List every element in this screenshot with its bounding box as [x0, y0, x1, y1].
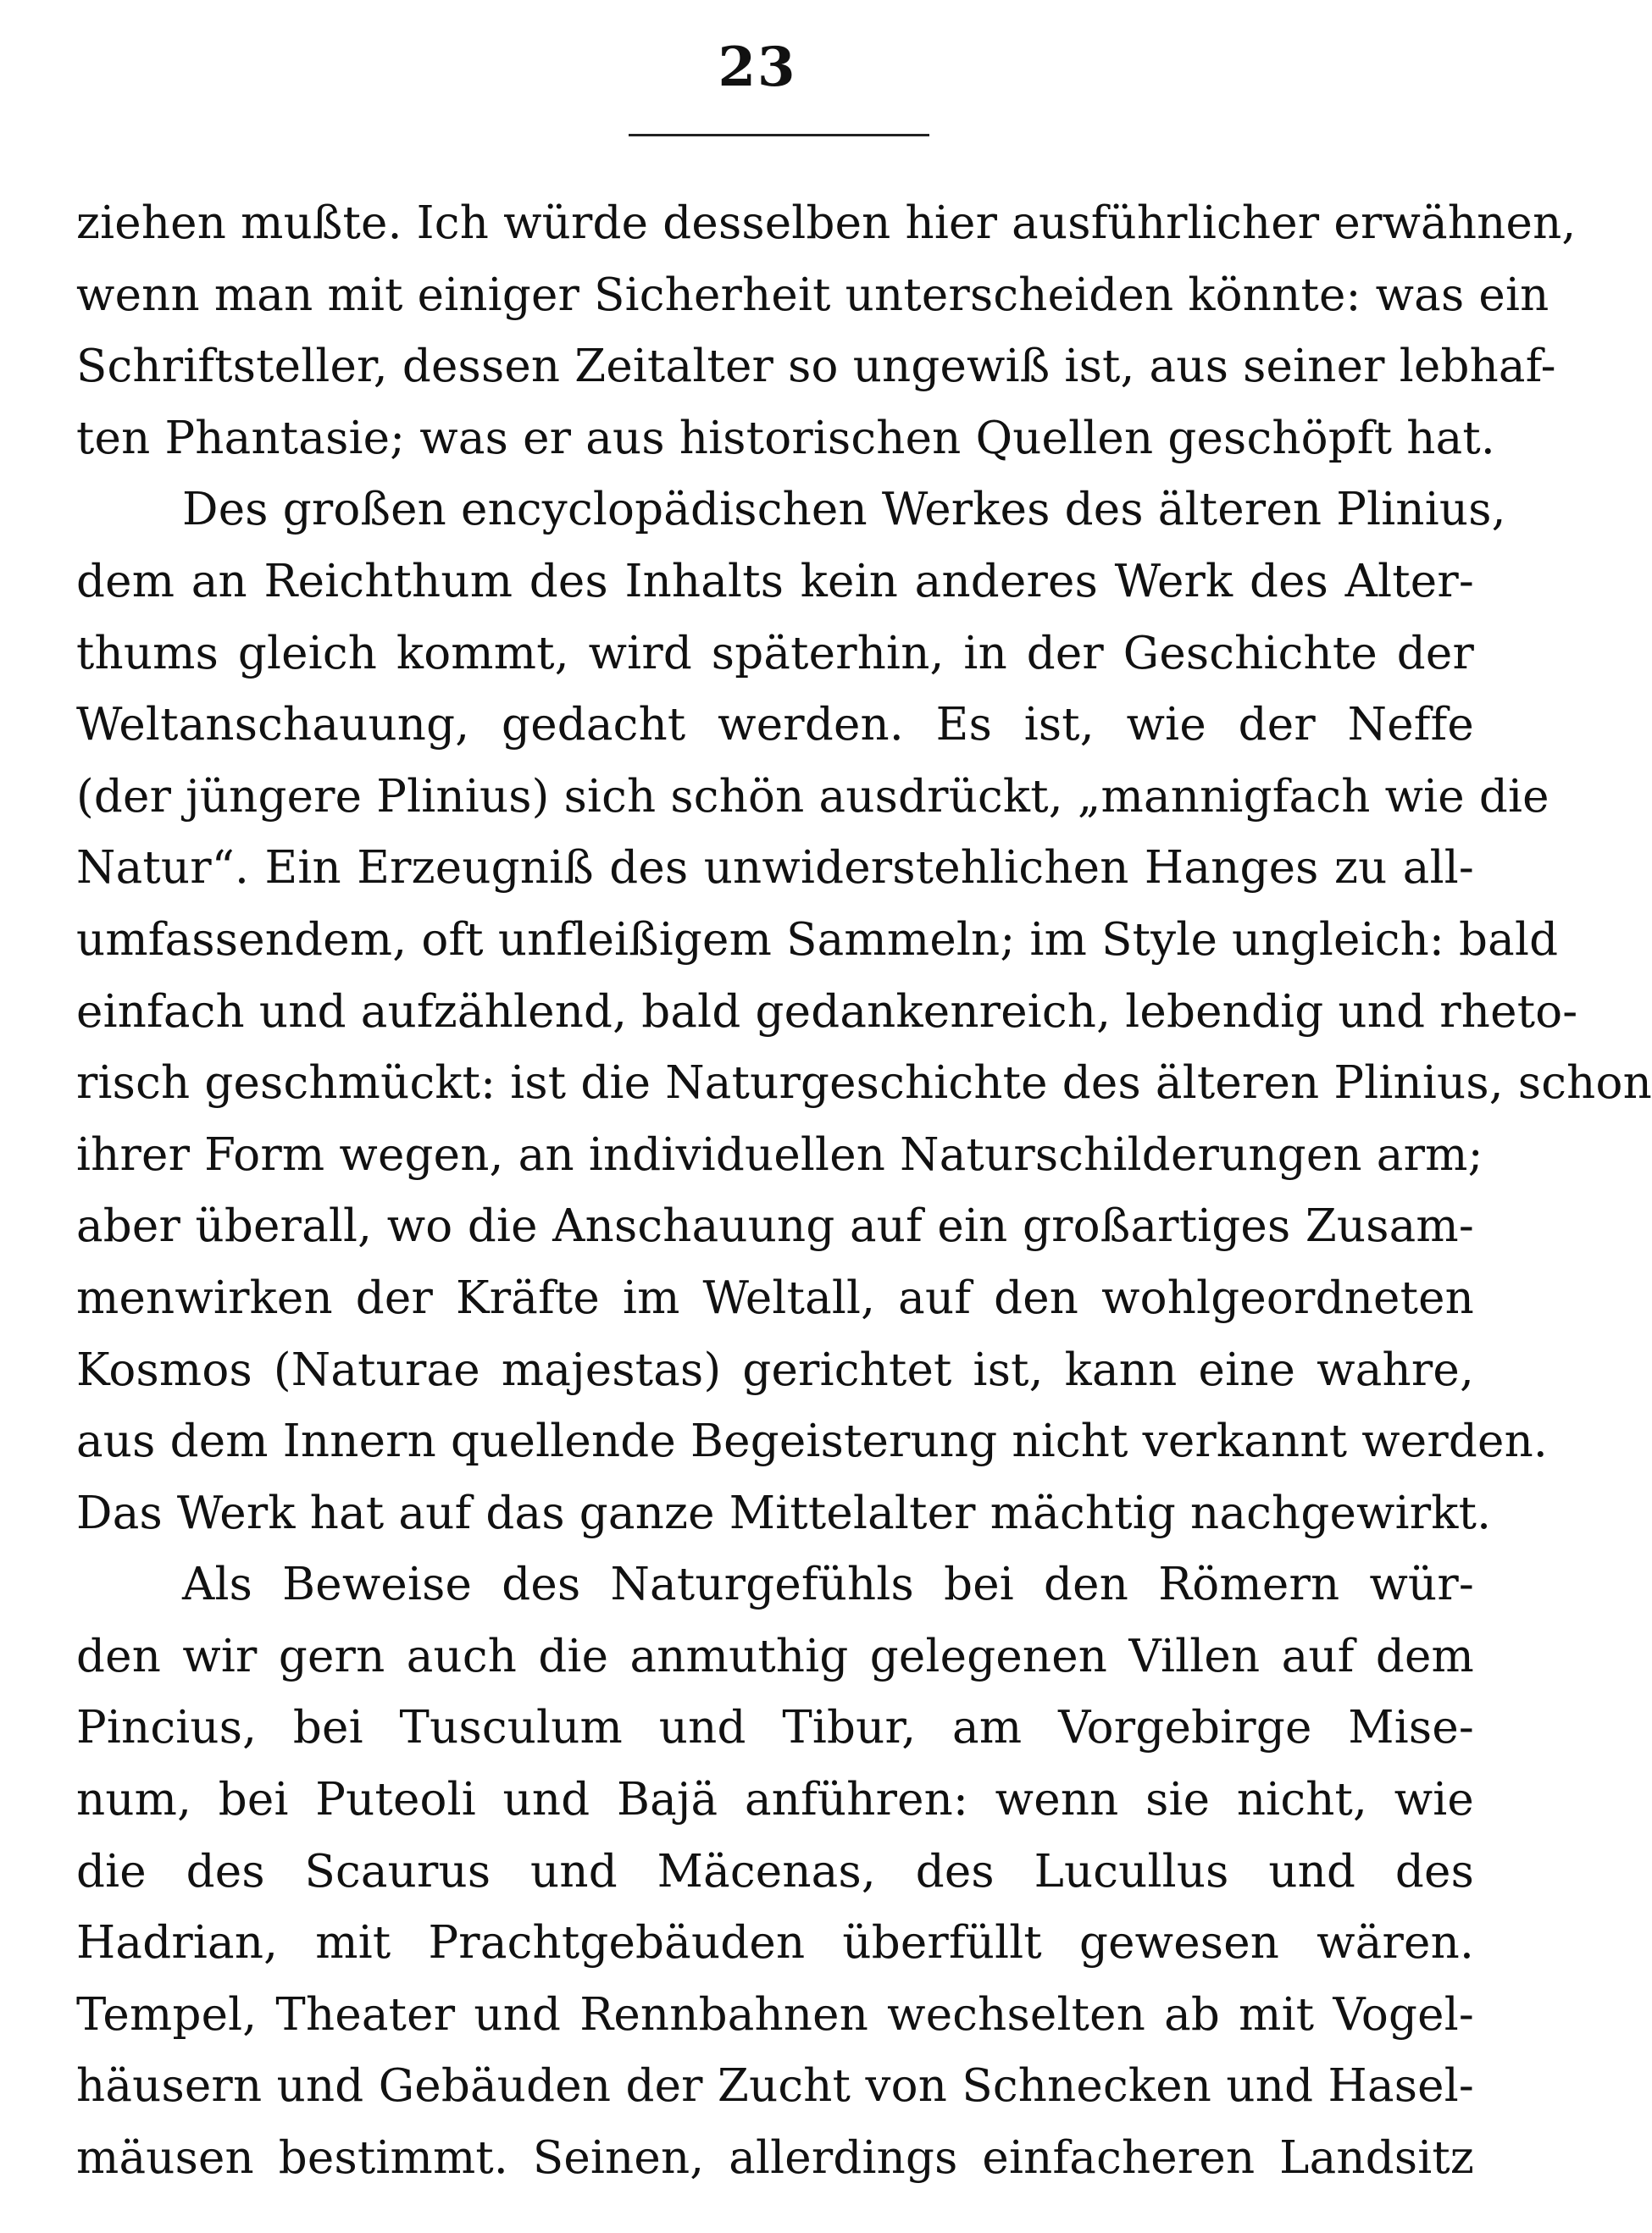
text-line: wenn man mit einiger Sicherheit unterscheiden könnte: was ein: [76, 269, 1549, 321]
text-line: einfach und aufzählend, bald gedankenreich, lebendig und rheto-: [76, 985, 1578, 1038]
text-line: Weltanschauung, gedacht werden. Es ist, wie der Neffe: [76, 699, 1474, 751]
text-line: Schriftsteller, dessen Zeitalter so ungewiß ist, aus seiner lebhaf-: [76, 341, 1556, 393]
body-text: [76, 188, 1652, 2195]
text-line: ten Phantasie; was er aus historischen Quellen geschöpft hat.: [76, 412, 1495, 464]
text-line: die des Scaurus und Mäcenas, des Lucullus und des: [76, 1845, 1474, 1898]
text-line: Pincius, bei Tusculum und Tibur, am Vorgebirge Mise-: [76, 1702, 1474, 1754]
header-rule: [629, 134, 929, 136]
text-line: häusern und Gebäuden der Zucht von Schnecken und Hasel-: [76, 2060, 1474, 2113]
text-line: Tempel, Theater und Rennbahnen wechselten ab mit Vogel-: [76, 1988, 1474, 2041]
text-line: Kosmos (Naturae majestas) gerichtet ist, kann eine wahre,: [76, 1344, 1474, 1396]
text-line: Als Beweise des Naturgefühls bei den Römern wür-: [182, 1559, 1474, 1611]
text-line: aus dem Innern quellende Begeisterung nicht verkannt werden.: [76, 1416, 1548, 1468]
text-line: ziehen mußte. Ich würde desselben hier ausführlicher erwähnen,: [76, 197, 1577, 249]
text-line: (der jüngere Plinius) sich schön ausdrückt, „mannigfach wie die: [76, 770, 1549, 823]
text-line: menwirken der Kräfte im Weltall, auf den wohlgeordneten: [76, 1272, 1474, 1324]
text-line: den wir gern auch die anmuthig gelegenen Villen auf dem: [76, 1630, 1474, 1682]
text-line: risch geschmückt: ist die Naturgeschichte des älteren Plinius, schon: [76, 1057, 1652, 1110]
text-line: Des großen encyclopädischen Werkes des älteren Plinius,: [182, 484, 1506, 536]
text-line: umfassendem, oft unfleißigem Sammeln; im Style ungleich: bald: [76, 913, 1559, 966]
text-line: thums gleich kommt, wird späterhin, in der Geschichte der: [76, 627, 1474, 679]
text-line: Das Werk hat auf das ganze Mittelalter mächtig nachgewirkt.: [76, 1487, 1492, 1539]
text-line: ihrer Form wegen, an individuellen Naturschilderungen arm;: [76, 1128, 1483, 1181]
page-number: 23: [718, 36, 797, 99]
text-line: mäusen bestimmt. Seinen, allerdings einfacheren Landsitz: [76, 2132, 1474, 2185]
text-line: dem an Reichthum des Inhalts kein anderes Werk des Alter-: [76, 555, 1474, 607]
text-line: num, bei Puteoli und Bajä anführen: wenn sie nicht, wie: [76, 1774, 1474, 1826]
text-line: Natur“. Ein Erzeugniß des unwiderstehlichen Hanges zu all-: [76, 842, 1474, 895]
text-line: Hadrian, mit Prachtgebäuden überfüllt gewesen wären.: [76, 1917, 1474, 1970]
text-line: aber überall, wo die Anschauung auf ein großartiges Zusam-: [76, 1200, 1474, 1253]
